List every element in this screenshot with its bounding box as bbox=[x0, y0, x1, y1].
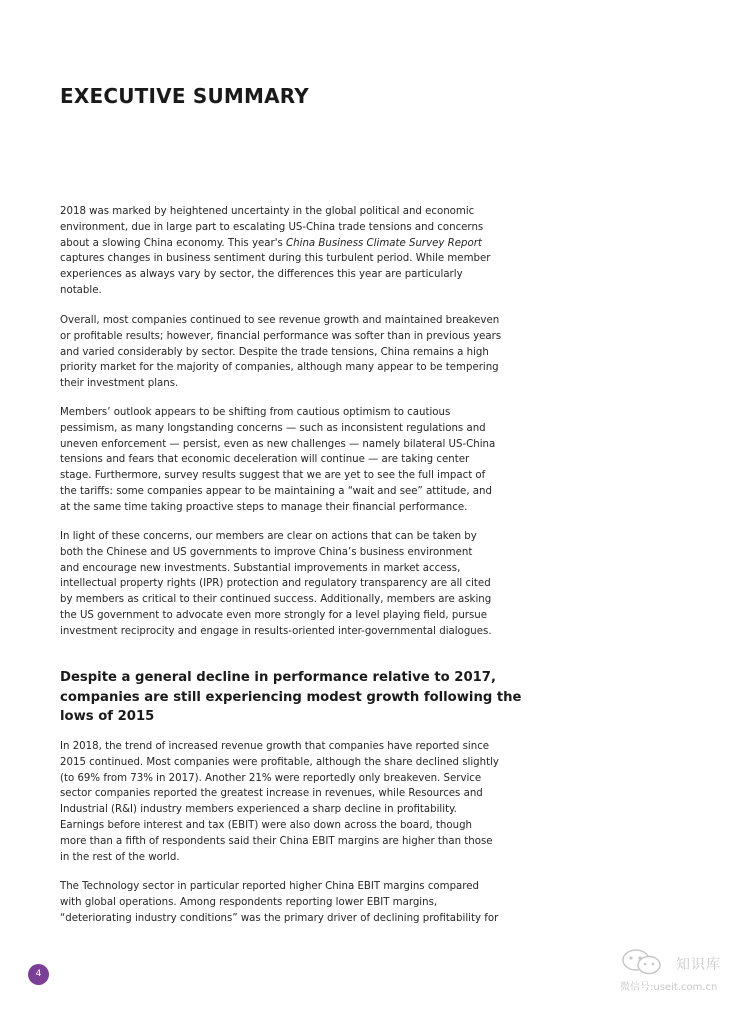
paragraph: The Technology sector in particular reported higher China EBIT margins compared with global operations. Among respondents reporting lower EBIT margins, “deteriorating industry conditions” was the primary driver of declining profitability for bbox=[60, 881, 499, 924]
report-title-italic: China Business Climate Survey Report bbox=[286, 237, 482, 249]
technology-section bbox=[60, 879, 530, 926]
paragraph: Overall, most companies continued to see revenue growth and maintained breakeven or profitable results; however, financial performance was softer than in previous years and varied considerably by sector. Despite the trade tensions, China remains a high priority market for the majority of companies, although many appear to be tempering their investment plans. bbox=[60, 315, 502, 390]
actions-section bbox=[60, 529, 530, 640]
performance-section bbox=[60, 739, 530, 865]
page-number-badge: 4 bbox=[28, 964, 49, 985]
outlook-section bbox=[60, 405, 530, 516]
section-heading: Despite a general decline in performance relative to 2017, companies are still experiencing modest growth following the lows of 2015 bbox=[60, 670, 522, 724]
watermark-account: 微信号:useit.com.cn bbox=[620, 982, 718, 993]
paragraph: Members’ outlook appears to be shifting from cautious optimism to cautious pessimism, as many longstanding concerns — such as inconsistent regulations and uneven enforcement — persist, even as new challenges — namely bilateral US-China tensions and fears that economic deceleration will continue — are taking center stage. Furthermore, survey results suggest that we are yet to see the full impact of the tariffs: some companies appear to be maintaining a “wait and see” attitude, and at the same time taking proactive steps to manage their financial performance. bbox=[60, 407, 496, 513]
paragraph: In light of these concerns, our members are clear on actions that can be taken by both the Chinese and US governments to improve China’s business environment and encourage new investments. Substantial improvements in market access, intellectual property rights (IPR) protection and regulatory transparency are all cited by members as critical to their continued success. Additionally, members are asking the US government to advocate even more strongly for a level playing field, pursue investment reciprocity and engage in results-oriented inter-governmental dialogues. bbox=[60, 531, 492, 637]
intro-section bbox=[60, 204, 530, 299]
wechat-icon bbox=[620, 948, 666, 976]
watermark-name: 知识库 bbox=[676, 957, 721, 973]
paragraph: In 2018, the trend of increased revenue growth that companies have reported since 2015 continued. Most companies were profitable, although the share declined slightly (to 69% from 73% in 2017). Another 21% were reportedly only breakeven. Service sector companies reported the greatest increase in revenues, while Resources and Industrial (R&I) industry members experienced a sharp decline in profitability. Earnings before interest and tax (EBIT) were also down across the board, though more than a fifth of respondents said their China EBIT margins are higher than those in the rest of the world. bbox=[60, 741, 499, 863]
page-title: EXECUTIVE SUMMARY bbox=[60, 84, 309, 108]
paragraph: 2018 was marked by heightened uncertainty in the global political and economic environment, due in large part to escalating US-China trade tensions and concerns about a slowing China economy. This year's China Business Climate Survey Report captures changes in business sentiment during this turbulent period. While member experiences as always vary by sector, the differences this year are particularly notable. bbox=[60, 206, 491, 296]
watermark bbox=[620, 948, 732, 994]
overall-section bbox=[60, 313, 530, 392]
